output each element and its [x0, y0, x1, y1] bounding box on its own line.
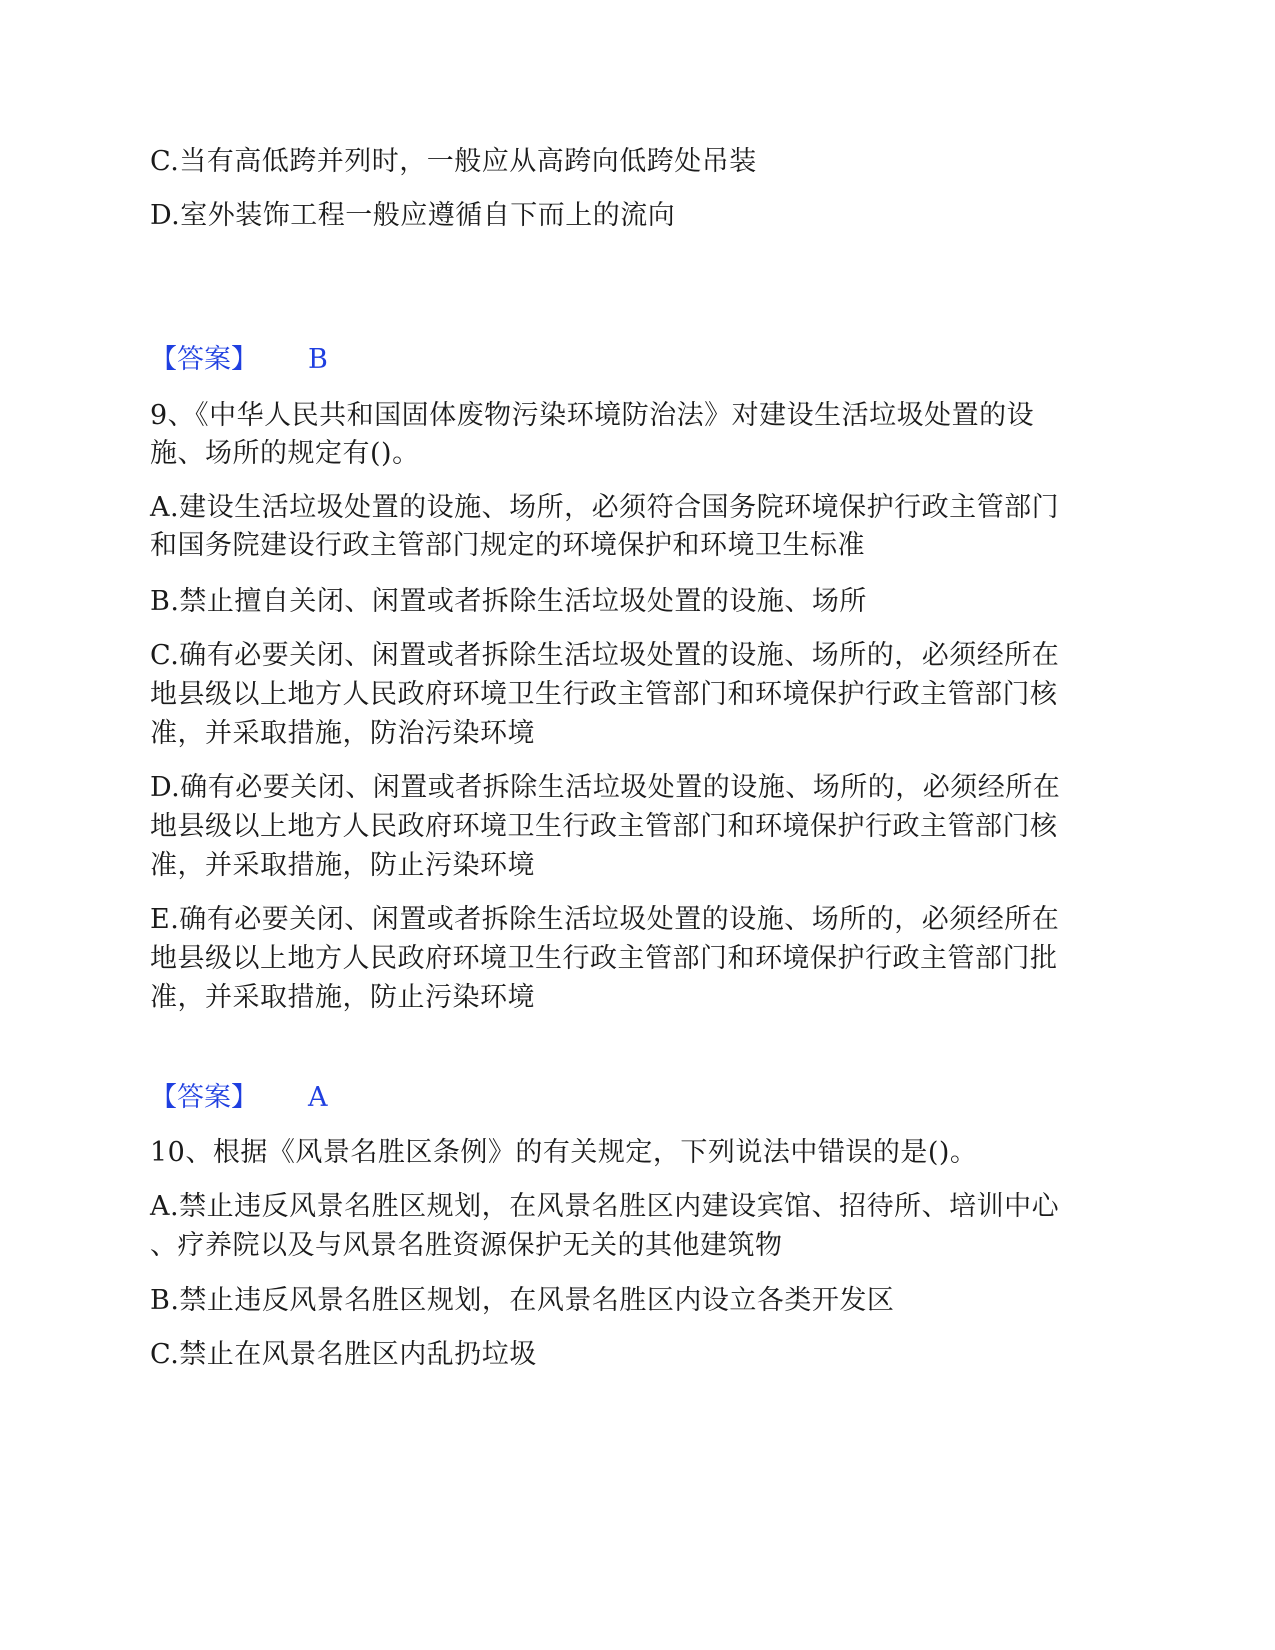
q8-answer-value: B	[308, 344, 328, 375]
q8-option-c: C.当有高低跨并列时，一般应从高跨向低跨处吊装	[150, 146, 757, 177]
q9-stem-line-2: 施、场所的规定有()。	[150, 438, 420, 469]
q10-option-c: C.禁止在风景名胜区内乱扔垃圾	[150, 1339, 537, 1370]
q8-answer	[150, 340, 328, 380]
q10-stem: 10、根据《风景名胜区条例》的有关规定，下列说法中错误的是()。	[150, 1137, 978, 1168]
q10-option-b: B.禁止违反风景名胜区规划，在风景名胜区内设立各类开发区	[150, 1285, 895, 1316]
q10-option-a-line-2: 、疗养院以及与风景名胜资源保护无关的其他建筑物	[150, 1230, 783, 1261]
q9-answer-tag: 【答案】	[150, 1082, 258, 1113]
q9-option-c-line-1: C.确有必要关闭、闲置或者拆除生活垃圾处置的设施、场所的，必须经所在	[150, 640, 1060, 671]
q9-answer	[150, 1078, 328, 1118]
q9-option-e-line-3: 准，并采取措施，防止污染环境	[150, 982, 535, 1013]
q9-option-a-line-1: A.建设生活垃圾处置的设施、场所，必须符合国务院环境保护行政主管部门	[150, 492, 1060, 523]
q8-answer-tag: 【答案】	[150, 344, 258, 375]
q9-option-a-line-2: 和国务院建设行政主管部门规定的环境保护和环境卫生标准	[150, 530, 865, 561]
q9-option-d-line-3: 准，并采取措施，防止污染环境	[150, 850, 535, 881]
q9-option-d-line-1: D.确有必要关闭、闲置或者拆除生活垃圾处置的设施、场所的，必须经所在	[150, 772, 1061, 803]
q9-answer-value: A	[308, 1082, 328, 1113]
q9-stem-line-1: 9、《中华人民共和国固体废物污染环境防治法》对建设生活垃圾处置的设	[150, 400, 1035, 431]
q9-option-b: B.禁止擅自关闭、闲置或者拆除生活垃圾处置的设施、场所	[150, 586, 867, 617]
q9-option-c-line-2: 地县级以上地方人民政府环境卫生行政主管部门和环境保护行政主管部门核	[150, 679, 1058, 710]
q9-option-e-line-2: 地县级以上地方人民政府环境卫生行政主管部门和环境保护行政主管部门批	[150, 943, 1058, 974]
q8-option-d: D.室外装饰工程一般应遵循自下而上的流向	[150, 200, 676, 231]
q9-option-e-line-1: E.确有必要关闭、闲置或者拆除生活垃圾处置的设施、场所的，必须经所在	[150, 904, 1060, 935]
q10-option-a-line-1: A.禁止违反风景名胜区规划，在风景名胜区内建设宾馆、招待所、培训中心	[150, 1191, 1060, 1222]
q9-option-c-line-3: 准，并采取措施，防治污染环境	[150, 718, 535, 749]
q9-option-d-line-2: 地县级以上地方人民政府环境卫生行政主管部门和环境保护行政主管部门核	[150, 811, 1058, 842]
